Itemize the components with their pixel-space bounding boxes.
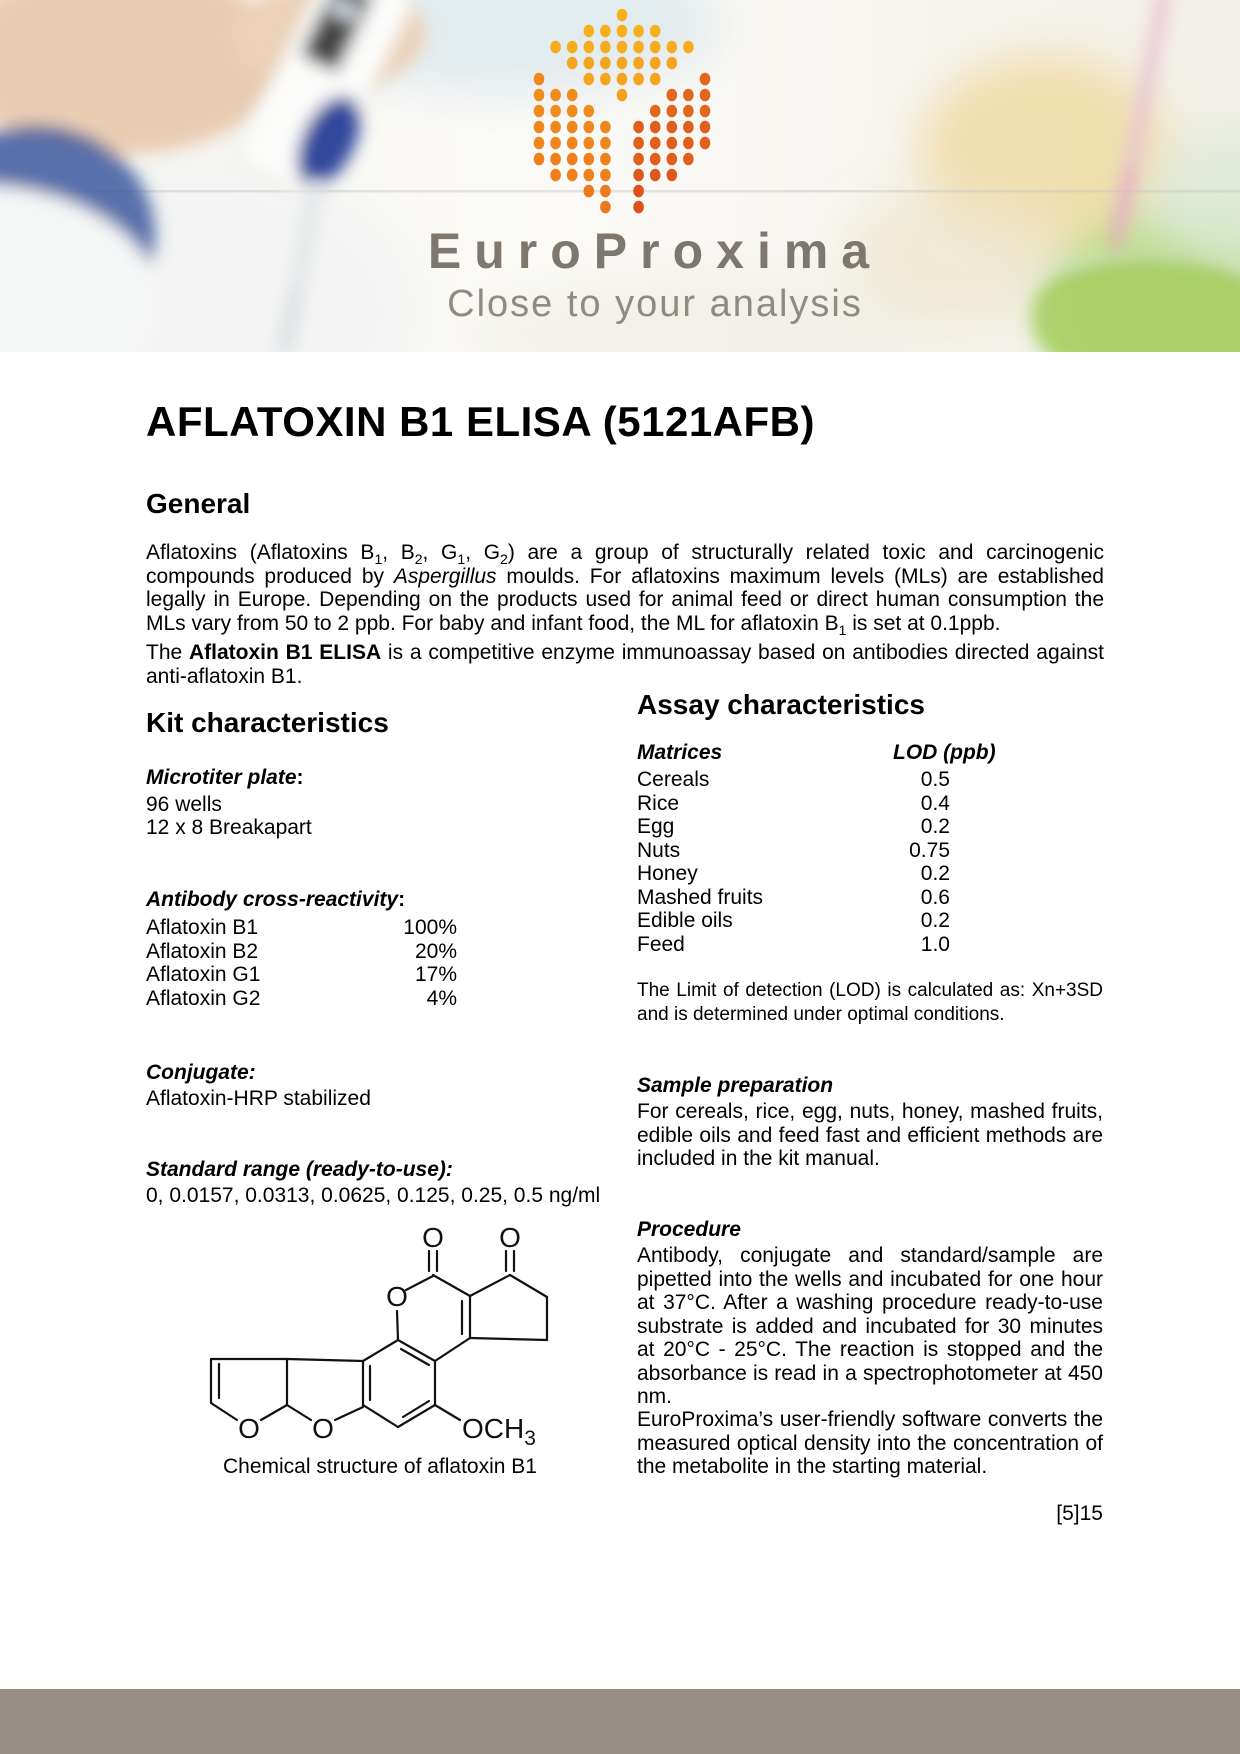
cross-reactivity-table (146, 916, 457, 1010)
assay-heading: Assay characteristics (637, 689, 925, 720)
general-heading: General (146, 488, 251, 519)
table-row: Aflatoxin B1 100% (146, 916, 457, 939)
general-paragraph-2: The Aflatoxin B1 ELISA is a competitive enzyme immunoassay based on antibodies directed against anti-aflatoxin B1. (146, 641, 1104, 688)
table-row: Mashed fruits 0.6 (637, 885, 950, 909)
aflatoxin-b1-structure-diagram (190, 1222, 590, 1455)
table-row: Feed 1.0 (637, 932, 950, 956)
sample-preparation-text: For cereals, rice, egg, nuts, honey, mashed fruits, edible oils and feed fast and efficient methods are included in the kit manual. (637, 1100, 1103, 1170)
microtiter-line-2: 12 x 8 Breakapart (146, 816, 312, 839)
atom-label-o: O (312, 1413, 334, 1444)
brand-tagline: Close to your analysis (447, 283, 863, 325)
table-row: Aflatoxin G2 4% (146, 986, 457, 1010)
table-row: Honey 0.2 (637, 862, 950, 885)
conjugate-value: Aflatoxin-HRP stabilized (146, 1087, 371, 1110)
atom-label-o: O (238, 1413, 260, 1444)
cross-reactivity-label: Antibody cross-reactivity: (146, 888, 406, 911)
atom-label-o: O (499, 1222, 521, 1253)
sample-preparation-heading: Sample preparation (637, 1074, 834, 1097)
general-paragraph-1: Aflatoxins (Aflatoxins $B_1$, $B_2$, $G_1$, $G_2$) are a group of structurally related toxic and carcinogenic compounds produced by Aspergillus moulds. For aflatoxins maximum levels (MLs) are established legally in Europe. Depending on the products used for animal feed or direct human consumption the MLs vary from 50 to 2 ppb. For baby and infant food, the ML for aflatoxin $B_1$ is set at 0.1ppb. (146, 541, 1104, 638)
table-row: Egg 0.2 (637, 815, 950, 838)
atom-label-och3: $OCH_3$ (462, 1413, 536, 1450)
standard-range-value: 0, 0.0157, 0.0313, 0.0625, 0.125, 0.25, 0.5 ng/ml (146, 1184, 601, 1207)
procedure-heading: Procedure (637, 1218, 741, 1241)
bench-edge-line (0, 190, 1240, 193)
column-header-lod: LOD (ppb) (893, 741, 996, 764)
column-header-matrices: Matrices (637, 741, 723, 764)
footer-bar (0, 1689, 1240, 1754)
microtiter-label: Microtiter plate: (146, 766, 304, 789)
procedure-paragraph-1: Antibody, conjugate and standard/sample are pipetted into the wells and incubated for one hour at 37°C. After a washing procedure ready-to-use substrate is added and incubated for 30 minutes at 20°C - 25°C. The reaction is stopped and the absorbance is read in a spectrophotometer at 450 nm. (637, 1244, 1103, 1408)
structure-caption: Chemical structure of aflatoxin B1 (223, 1455, 537, 1478)
kit-heading: Kit characteristics (146, 707, 389, 738)
page-reference: [5]15 (1056, 1502, 1103, 1525)
lod-table-header (637, 741, 1103, 767)
atom-label-o: O (386, 1281, 408, 1312)
lod-table (637, 768, 1103, 956)
table-row: Cereals 0.5 (637, 768, 950, 791)
procedure-paragraph-2: EuroProxima’s user-friendly software converts the measured optical density into the concentration of the metabolite in the starting material. (637, 1408, 1103, 1478)
table-row: Rice 0.4 (637, 791, 950, 815)
brand-wordmark: EuroProxima (427, 223, 883, 279)
lod-note: The Limit of detection (LOD) is calculated as: Xn+3SD and is determined under optimal conditions. (637, 980, 1103, 1025)
standard-range-label: Standard range (ready-to-use): (146, 1158, 453, 1181)
conjugate-label: Conjugate: (146, 1061, 256, 1084)
page-title: AFLATOXIN B1 ELISA (5121AFB) (146, 398, 815, 445)
table-row: Aflatoxin B2 20% (146, 939, 457, 963)
table-row: Edible oils 0.2 (637, 909, 950, 932)
table-row: Nuts 0.75 (637, 838, 950, 862)
atom-label-o: O (422, 1222, 444, 1253)
microtiter-line-1: 96 wells (146, 793, 222, 816)
table-row: Aflatoxin G1 17% (146, 963, 457, 986)
